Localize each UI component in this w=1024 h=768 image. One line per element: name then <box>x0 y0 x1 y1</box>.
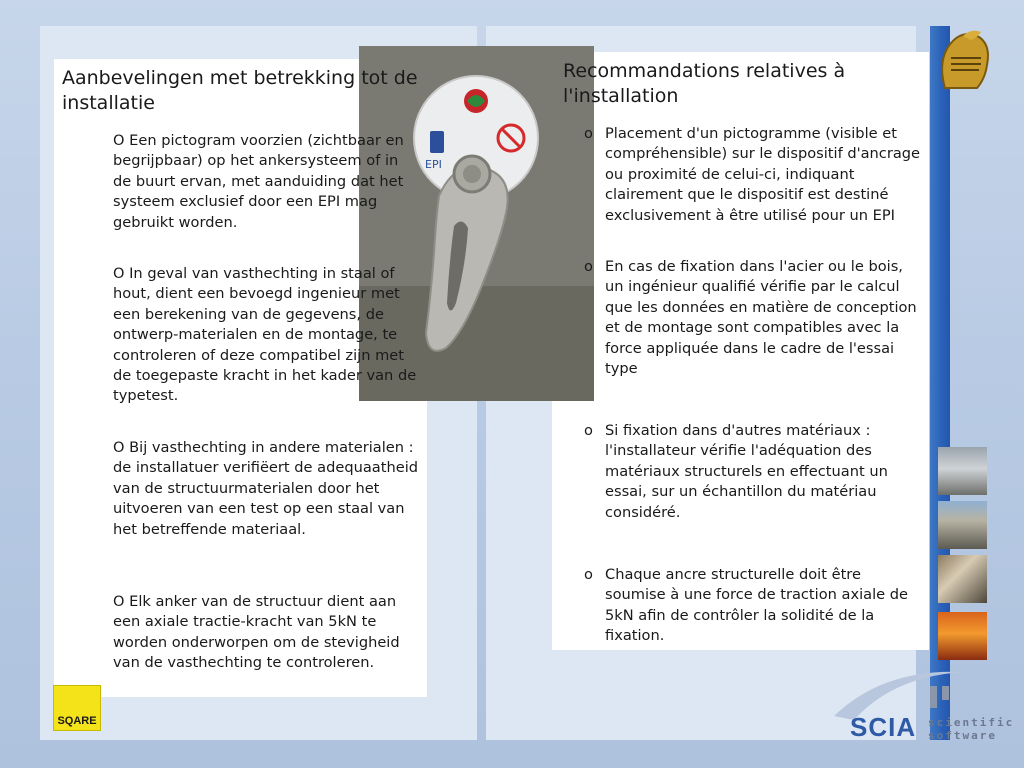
paragraph-nl-4: O Elk anker van de structuur dient aan een axiale tractie-kracht van 5kN te worden onderworpen om de stevigheid van de vasthechting te controleren. <box>113 593 400 672</box>
thumbnail-harbor <box>938 447 987 495</box>
scia-tagline-2: software <box>928 729 997 742</box>
title-fr: Recommandations relatives à l'installation <box>563 60 846 107</box>
thumbnail-stadium <box>938 501 987 549</box>
bullet-text: Si fixation dans d'autres matériaux : l'installateur vérifie l'adéquation des matériaux structurels en effectuant un essai, sur un échantillon du matériau considéré. <box>605 422 888 521</box>
bullet-text: En cas de fixation dans l'acier ou le bois, un ingénieur qualifié vérifie par le calcul que les données en matière de conception et de montage sont compatibles avec la force appliquée dans le cadre de l'essai type <box>605 258 917 378</box>
paragraph-nl-2: O In geval van vasthechting in staal of hout, dient een bevoegd ingenieur met een berekening van de gegevens, de ontwerp-materialen en de montage, te controleren of deze compatibel zijn met de toegepaste kracht in het kader van de typetest. <box>113 265 417 405</box>
scia-logo-text: SCIA <box>850 712 917 742</box>
bullet-text: Chaque ancre structurelle doit être soumise à une force de traction axiale de 5kN afin de contrôler la solidité de la fixation. <box>605 566 909 645</box>
scia-tagline-1: scientific <box>928 716 1015 729</box>
sqare-logo <box>53 685 101 731</box>
bullet-marker: o <box>584 566 593 583</box>
bullet-marker: o <box>584 258 593 275</box>
knight-helmet-icon <box>933 28 993 96</box>
paragraph-nl-1: O Een pictogram voorzien (zichtbaar en begrijpbaar) op het ankersysteem of in de buurt ervan, met aanduiding dat het systeem exclusief door een EPI mag gebruikt worden. <box>113 132 404 231</box>
bullet-marker: o <box>584 125 593 142</box>
paragraph-nl-3: O Bij vasthechting in andere materialen : de installatuer verifiëert de adequaatheid van de structuurmaterialen door het uitvoeren van een test op een staal van het betreffende materiaal. <box>113 439 419 538</box>
sqare-logo-text: SQARE <box>57 715 97 727</box>
title-nl: Aanbevelingen met betrekking tot de installatie <box>62 67 418 114</box>
sticker-epi-label: EPI <box>425 158 442 171</box>
thumbnail-steel-mill <box>938 612 987 660</box>
bullet-text: Placement d'un pictogramme (visible et compréhensible) sur le dispositif d'ancrage ou proximité de celui-ci, indiquant clairement que le dispositif est destiné exclusivement à être utilisé pour un EPI <box>605 125 921 224</box>
thumbnail-structure <box>938 555 987 603</box>
bullet-marker: o <box>584 422 593 439</box>
